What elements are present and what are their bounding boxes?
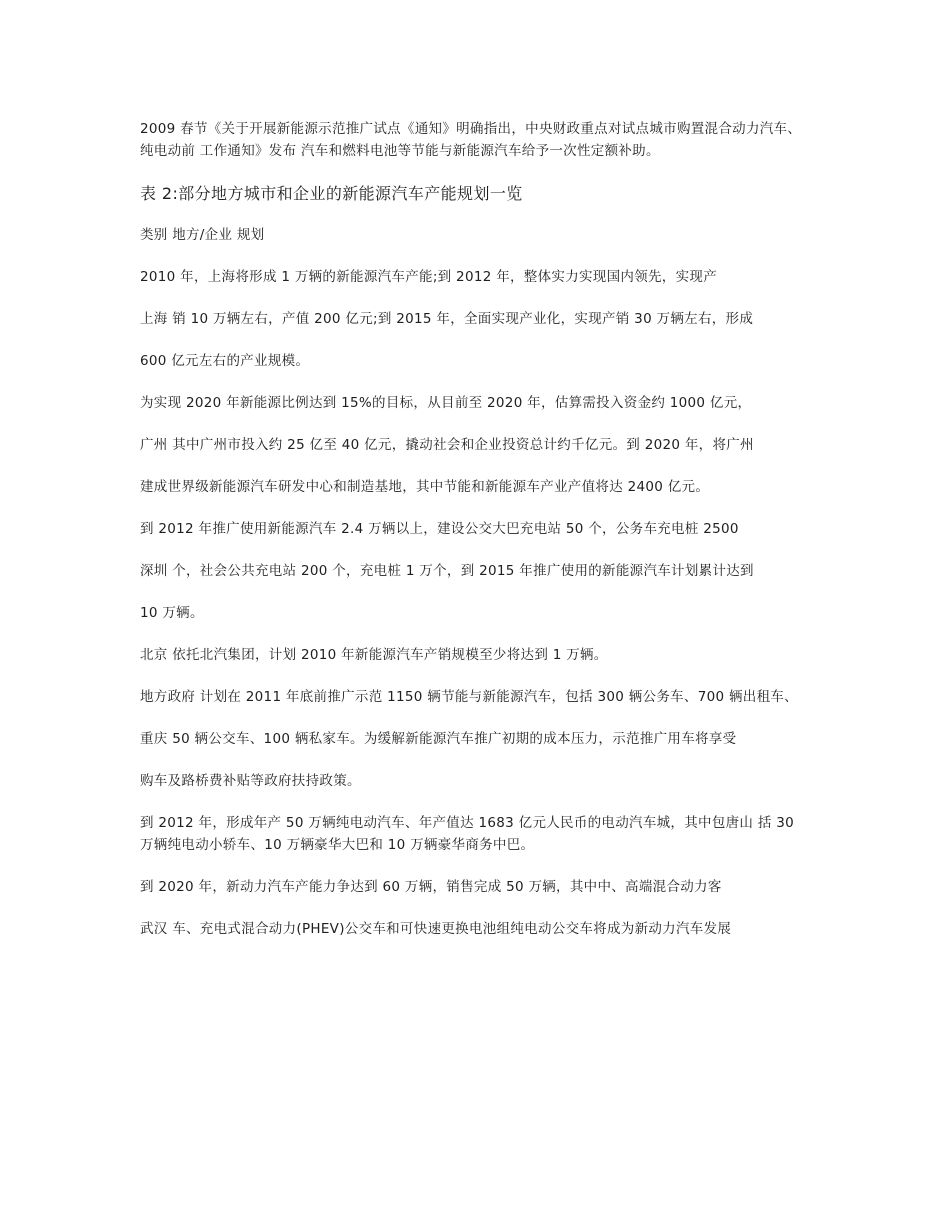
text-line: 建成世界级新能源汽车研发中心和制造基地，其中节能和新能源车产业产值将达 2400 亿元。 — [140, 479, 710, 495]
text-line: 购车及路桥费补贴等政府扶持政策。 — [140, 773, 361, 789]
text-line: 到 2012 年，形成年产 50 万辆纯电动汽车、年产值达 1683 亿元人民币的电动汽车城，其中包唐山 括 30 万辆纯电动小轿车、10 万辆豪华大巴和 10 万辆豪华商务中巴。 — [140, 815, 794, 853]
text-line: 2010 年，上海将形成 1 万辆的新能源汽车产能;到 2012 年，整体实力实现国内领先，实现产 — [140, 269, 718, 285]
table-title: 表 2:部分地方城市和企业的新能源汽车产能规划一览 — [140, 184, 523, 203]
text-line: 广州 其中广州市投入约 25 亿至 40 亿元，撬动社会和企业投资总计约千亿元。到 2020 年，将广州 — [140, 437, 754, 453]
text-line: 10 万辆。 — [140, 605, 204, 621]
text-line: 600 亿元左右的产业规模。 — [140, 353, 310, 369]
text-line: 武汉 车、充电式混合动力(PHEV)公交车和可快速更换电池组纯电动公交车将成为新动力汽车发展 — [140, 921, 732, 937]
text-line: 到 2012 年推广使用新能源汽车 2.4 万辆以上，建设公交大巴充电站 50 个，公务车充电桩 2500 — [140, 521, 739, 537]
text-line: 地方政府 计划在 2011 年底前推广示范 1150 辆节能与新能源汽车，包括 300 辆公务车、700 辆出租车、 — [140, 689, 798, 705]
document-page — [140, 118, 812, 960]
text-line: 北京 依托北汽集团，计划 2010 年新能源汽车产销规模至少将达到 1 万辆。 — [140, 647, 608, 663]
intro-paragraph: 2009 春节《关于开展新能源示范推广试点《通知》明确指出，中央财政重点对试点城市购置混合动力汽车、纯电动前 工作通知》发布 汽车和燃料电池等节能与新能源汽车给予一次性定额补助。 — [140, 121, 802, 159]
table-header: 类别 地方/企业 规划 — [140, 227, 265, 243]
text-line: 重庆 50 辆公交车、100 辆私家车。为缓解新能源汽车推广初期的成本压力，示范推广用车将享受 — [140, 731, 737, 747]
text-line: 深圳 个，社会公共充电站 200 个，充电桩 1 万个，到 2015 年推广使用的新能源汽车计划累计达到 — [140, 563, 754, 579]
text-line: 上海 销 10 万辆左右，产值 200 亿元;到 2015 年，全面实现产业化，实现产销 30 万辆左右，形成 — [140, 311, 754, 327]
text-line: 到 2020 年，新动力汽车产能力争达到 60 万辆，销售完成 50 万辆，其中中、高端混合动力客 — [140, 879, 722, 895]
text-line: 为实现 2020 年新能源比例达到 15%的目标，从目前至 2020 年，估算需投入资金约 1000 亿元， — [140, 395, 752, 411]
